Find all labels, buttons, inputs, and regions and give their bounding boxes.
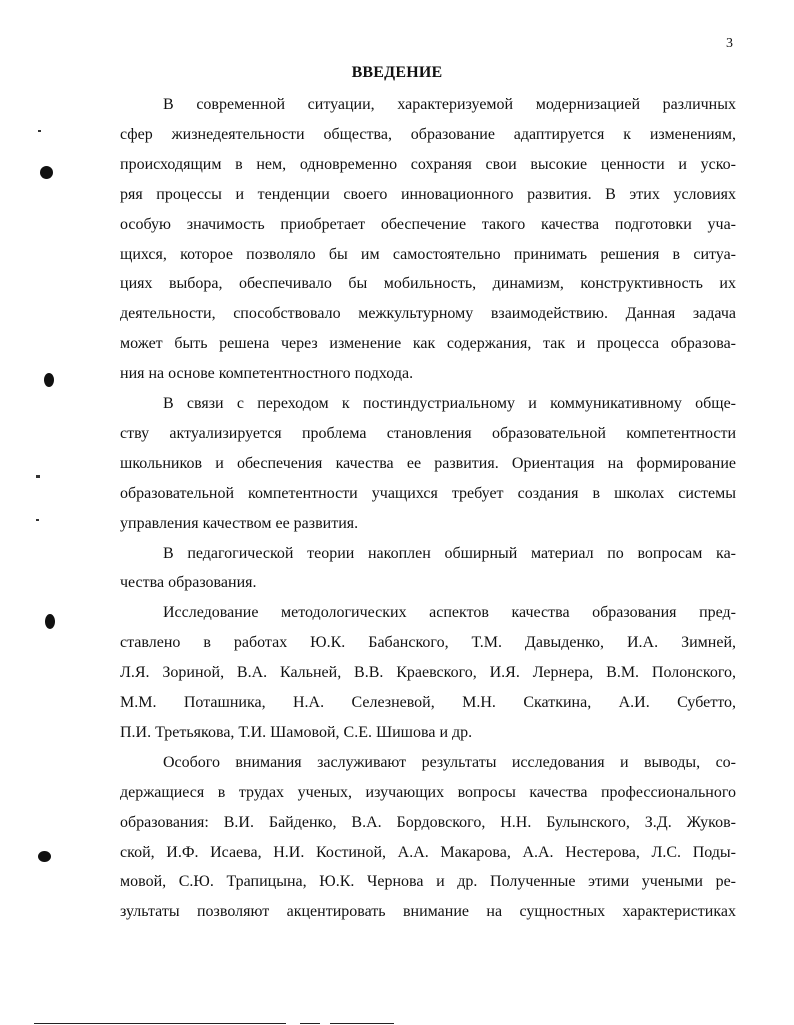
page-number: 3	[726, 36, 733, 51]
text-line: зультаты позволяют акцентировать внимание на сущностных характеристиках	[120, 903, 736, 921]
text-line: щихся, которое позволяло бы им самостоятельно принимать решения в ситуа-	[120, 245, 736, 263]
scan-speck	[36, 519, 39, 521]
text-line: мовой, С.Ю. Трапицына, Ю.К. Чернова и др. Полученные этими учеными ре-	[120, 873, 736, 891]
text-line: сфер жизнедеятельности общества, образование адаптируется к изменениям,	[120, 125, 736, 143]
text-line: особую значимость приобретает обеспечение такого качества подготовки уча-	[120, 215, 736, 233]
page-title: ВВЕДЕНИЕ	[351, 64, 443, 81]
text-line: В связи с переходом к постиндустриальному и коммуникативному обще-	[163, 395, 736, 412]
binder-hole-mark	[38, 851, 51, 862]
text-line: ставлено в работах Ю.К. Бабанского, Т.М. Давыденко, И.А. Зимней,	[120, 634, 736, 652]
text-line: Л.Я. Зориной, В.А. Кальней, В.В. Краевского, И.Я. Лернера, В.М. Полонского,	[120, 664, 736, 682]
binder-hole-mark	[45, 614, 55, 629]
text-line: Исследование методологических аспектов качества образования пред-	[163, 604, 736, 622]
text-line: ской, И.Ф. Исаева, Н.И. Костиной, А.А. Макарова, А.А. Нестерова, Л.С. Поды-	[120, 843, 736, 861]
scan-speck	[36, 475, 40, 478]
binder-hole-mark	[40, 166, 53, 179]
text-line: ству актуализируется проблема становления образовательной компетентности	[120, 424, 736, 442]
scan-edge-line	[300, 1023, 320, 1024]
text-line: В современной ситуации, характеризуемой модернизацией различных	[163, 96, 736, 113]
text-line: чества образования.	[120, 574, 257, 592]
text-line: держащиеся в трудах ученых, изучающих вопросы качества профессионального	[120, 783, 736, 801]
text-line: Особого внимания заслуживают результаты исследования и выводы, со-	[163, 753, 736, 771]
scan-edge-line	[330, 1023, 394, 1024]
text-line: циях выбора, обеспечивало бы мобильность, динамизм, конструктивность их	[120, 275, 736, 293]
scan-edge-line	[34, 1023, 286, 1024]
text-line: М.М. Поташника, Н.А. Селезневой, М.Н. Скаткина, А.И. Субетто,	[120, 694, 736, 711]
text-line: образования: В.И. Байденко, В.А. Бордовского, Н.Н. Булынского, З.Д. Жуков-	[120, 813, 736, 831]
text-line: П.И. Третьякова, Т.И. Шамовой, С.Е. Шишова и др.	[120, 723, 473, 741]
text-line: может быть решена через изменение как содержания, так и процесса образова-	[120, 335, 736, 353]
text-line: деятельности, способствовало межкультурному взаимодействию. Данная задача	[120, 305, 736, 323]
text-line: управления качеством ее развития.	[120, 514, 359, 532]
scan-speck	[38, 130, 41, 132]
text-line: В педагогической теории накоплен обширный материал по вопросам ка-	[163, 544, 736, 562]
text-line: образовательной компетентности учащихся требует создания в школах системы	[120, 484, 736, 502]
text-line: происходящим в нем, одновременно сохраняя свои высокие ценности и уско-	[120, 155, 736, 173]
binder-hole-mark	[44, 373, 54, 387]
text-line: школьников и обеспечения качества ее развития. Ориентация на формирование	[120, 454, 736, 472]
text-line: ряя процессы и тенденции своего инновационного развития. В этих условиях	[120, 185, 736, 203]
text-line: ния на основе компетентностного подхода.	[120, 365, 414, 383]
